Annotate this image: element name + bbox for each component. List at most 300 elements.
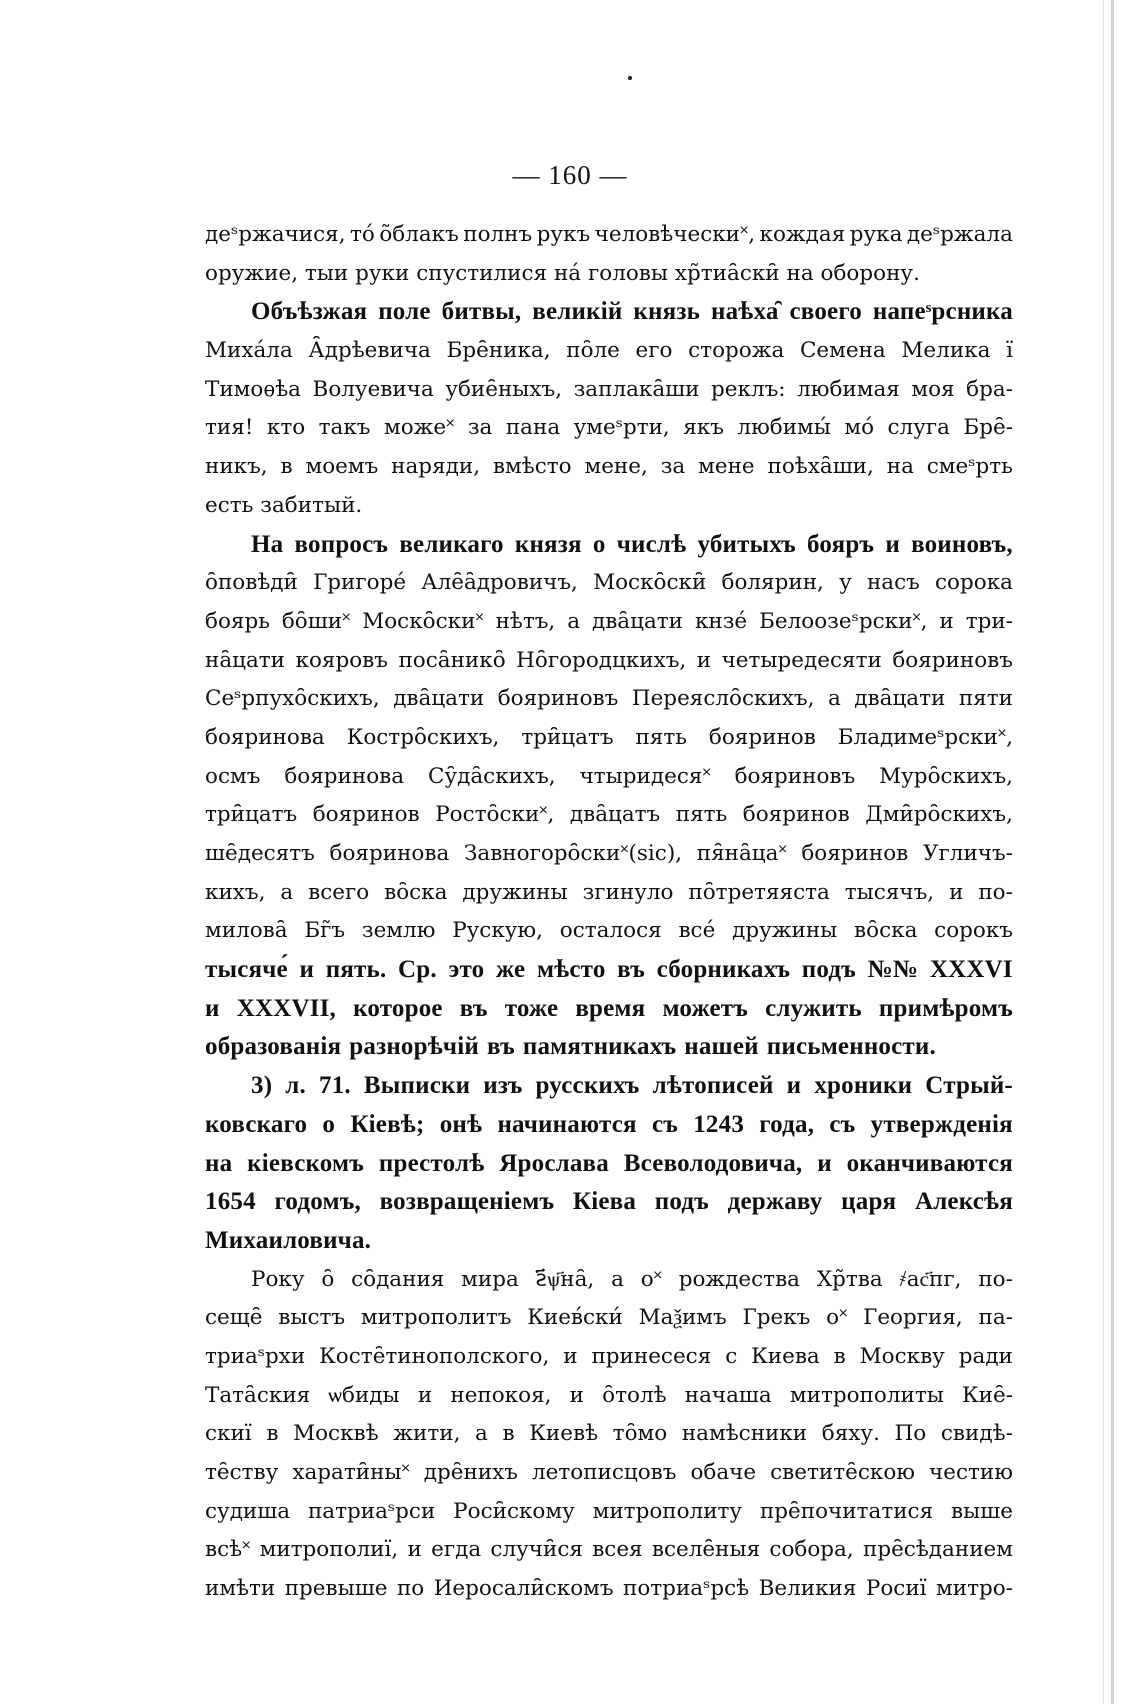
- word: па-: [978, 1305, 1013, 1331]
- word: хр̃тиа̑ски̑: [674, 260, 780, 286]
- word: во̑ска: [384, 879, 448, 905]
- word: жити,: [393, 1421, 461, 1447]
- word: по-: [978, 879, 1013, 905]
- word: напеˢрсника: [872, 298, 1013, 326]
- word: на́: [553, 260, 582, 286]
- word: Су̑да̑скихъ,: [428, 763, 556, 789]
- word: любимы́: [737, 415, 831, 441]
- word: полнъ: [463, 222, 533, 247]
- word: служить: [765, 994, 862, 1022]
- word: за: [467, 415, 493, 441]
- word: бояриновъ: [497, 686, 619, 712]
- word: бяху.: [821, 1421, 880, 1447]
- word: примѣромъ: [878, 994, 1013, 1022]
- word: Великия: [758, 1576, 857, 1602]
- word: митрополитъ: [360, 1305, 512, 1331]
- word: ꙅ҃ѱ҃на̑,: [535, 1266, 595, 1292]
- word: имѣти: [205, 1576, 276, 1602]
- word: деˢржала: [906, 222, 1013, 247]
- word: Муро̑скихъ,: [879, 763, 1013, 789]
- word: числѣ: [616, 530, 687, 558]
- word: Дми̑ро̑скихъ,: [865, 802, 1013, 828]
- word: и: [817, 1149, 832, 1177]
- text-line: [205, 409, 1013, 448]
- word: ковскаго: [205, 1110, 308, 1138]
- word: четыредесяти: [721, 647, 882, 673]
- word: Рускую,: [452, 918, 543, 944]
- word: Но̑городцкихъ,: [516, 647, 687, 673]
- word: болярин,: [721, 570, 824, 596]
- word: в: [266, 1421, 279, 1447]
- word: изъ: [483, 1072, 523, 1100]
- word: наряди,: [391, 454, 481, 480]
- word: бояринова: [329, 841, 450, 866]
- word: харати̑ны˟: [292, 1460, 410, 1485]
- word: нѣтъ,: [495, 608, 556, 634]
- word: непокоя,: [450, 1382, 552, 1408]
- word: сторожа: [688, 338, 785, 364]
- text-line: [205, 526, 1013, 565]
- word: любимая: [797, 376, 900, 402]
- word: тысячъ,: [844, 879, 935, 905]
- word: на: [205, 1149, 233, 1177]
- word: памятникахъ: [522, 1033, 677, 1061]
- word: мо́: [844, 415, 875, 441]
- word: начинаются: [497, 1110, 637, 1138]
- word: ҂ас҃пг,: [899, 1266, 962, 1292]
- word: №№: [867, 956, 919, 984]
- word: хроники: [814, 1072, 913, 1100]
- word: Выписки: [363, 1072, 471, 1100]
- word: князя: [514, 530, 582, 558]
- word: въ: [617, 956, 646, 984]
- word: царя: [841, 1188, 897, 1216]
- word: слуга: [887, 415, 950, 441]
- word: осмъ: [205, 763, 261, 789]
- word: Киева: [751, 1343, 820, 1369]
- word: о̑повѣди̑: [205, 570, 298, 596]
- word: и: [205, 994, 220, 1022]
- word: те̑ству: [205, 1460, 279, 1485]
- word: престолѣ: [378, 1149, 485, 1177]
- word: Переясло̑скихъ,: [631, 686, 815, 712]
- word: никъ,: [205, 454, 268, 480]
- word: егда: [431, 1537, 482, 1563]
- text-line: [205, 1570, 1013, 1609]
- word: вопросъ: [294, 530, 389, 558]
- text-line: [205, 1222, 1013, 1261]
- word: Бладимеˢрски˟,: [837, 724, 1013, 750]
- word: Стрый-: [925, 1072, 1013, 1100]
- word: Иеросали̑скомъ: [433, 1576, 614, 1602]
- word: у: [839, 570, 852, 596]
- text-line: [205, 1067, 1013, 1106]
- word: Грекъ: [742, 1305, 811, 1331]
- word: моемъ: [305, 454, 379, 480]
- word: Бре̑-: [963, 415, 1013, 441]
- word: воиновъ,: [911, 530, 1013, 558]
- word: рождества: [678, 1266, 800, 1292]
- text-line: [205, 487, 1013, 526]
- word: патриаˢрси: [307, 1498, 436, 1524]
- text-line: [205, 216, 1013, 255]
- word: въ: [459, 994, 488, 1022]
- word: мене,: [584, 454, 648, 480]
- word: всея: [592, 1537, 643, 1563]
- word: Мелика: [901, 338, 991, 364]
- text-line: [205, 796, 1013, 835]
- text-line: [205, 1338, 1013, 1377]
- word: о: [592, 530, 606, 558]
- word: кнзе́: [694, 608, 748, 634]
- word: и: [939, 608, 954, 634]
- word: и: [949, 879, 964, 905]
- text-line: [205, 1493, 1013, 1532]
- word: своего: [789, 298, 862, 326]
- word: и: [299, 956, 315, 984]
- word: есть: [205, 492, 254, 518]
- word: оборону.: [820, 260, 920, 286]
- word: на: [786, 260, 814, 286]
- word: то́: [350, 222, 375, 247]
- word: великій: [532, 298, 623, 326]
- word: на: [886, 454, 914, 480]
- word: руки: [355, 260, 410, 286]
- word: реклъ:: [711, 376, 786, 402]
- text-line: [205, 255, 1013, 294]
- word: бояринов: [801, 841, 909, 866]
- word: в: [833, 1343, 846, 1369]
- word: всѣ˟: [205, 1537, 251, 1563]
- word: наѣха̑: [710, 298, 779, 326]
- word: о̃блакъ: [379, 222, 459, 247]
- text-line: [205, 642, 1013, 681]
- word: по: [396, 1576, 425, 1602]
- word: Киев́ски́: [527, 1305, 623, 1331]
- word: судиша: [205, 1498, 291, 1524]
- word: утвержденія: [870, 1110, 1013, 1138]
- text-line: [205, 603, 1013, 642]
- word: всего: [308, 879, 370, 905]
- word: 1243: [693, 1110, 745, 1138]
- word: бояринов: [742, 802, 850, 828]
- word: Моско̑ски̑: [593, 570, 707, 596]
- word: нашей: [684, 1033, 759, 1061]
- word: годомъ,: [274, 1188, 361, 1216]
- word: тия!: [205, 415, 254, 441]
- word: сборникахъ: [656, 956, 791, 984]
- word: о: [322, 1110, 336, 1138]
- word: съ: [651, 1110, 679, 1138]
- word: поѣха̑ши,: [767, 454, 874, 480]
- word: въ: [486, 1033, 515, 1061]
- word: ї: [1006, 338, 1013, 364]
- word: в: [280, 454, 293, 480]
- word: дружины: [732, 918, 838, 944]
- page-edge-shadow: [1111, 0, 1114, 1704]
- word: 1654: [205, 1188, 256, 1216]
- word: митрополиї,: [259, 1537, 399, 1563]
- word: мене: [698, 454, 755, 480]
- word: пана: [505, 415, 561, 441]
- word: Роси̑скому: [453, 1498, 575, 1524]
- word: бояринов: [312, 802, 420, 828]
- word: три-: [965, 608, 1013, 634]
- word: летописцовъ: [531, 1460, 677, 1485]
- word: случи̑ся: [490, 1537, 583, 1563]
- word: головы: [587, 260, 669, 286]
- page-number: — 160 —: [512, 160, 628, 190]
- word: о̑толѣ: [602, 1382, 667, 1408]
- word: и: [417, 1382, 433, 1408]
- word: кто: [266, 415, 306, 441]
- word: Тимоѳѣа: [205, 376, 301, 402]
- word: бояръ: [807, 530, 875, 558]
- word: Кіева: [572, 1188, 637, 1216]
- word: поле: [378, 298, 431, 326]
- word: Завногоро̑ски˟(sic),: [463, 841, 683, 866]
- word: светите̑скою: [770, 1460, 915, 1485]
- word: и: [407, 1537, 422, 1563]
- word: пять: [675, 802, 728, 828]
- word: возвращеніемъ: [379, 1188, 555, 1216]
- word: Ярослава: [499, 1149, 609, 1177]
- word: Москвѣ: [293, 1421, 379, 1447]
- word: згинуло: [582, 879, 674, 905]
- word: честию: [929, 1460, 1013, 1485]
- word: по̑ле: [566, 338, 620, 364]
- text-line: [205, 1183, 1013, 1222]
- word: бояринова: [284, 763, 405, 789]
- page-edge-line: [1103, 0, 1104, 1704]
- word: его: [635, 338, 673, 364]
- text-line: [205, 951, 1013, 990]
- word: заплака̑ши: [573, 376, 700, 402]
- word: разнорѣчій: [349, 1033, 479, 1061]
- word: принесеся: [591, 1343, 712, 1369]
- print-speck: [628, 76, 632, 80]
- word: все́: [678, 918, 716, 944]
- word: ѡбиды: [328, 1382, 400, 1408]
- word: бра-: [966, 376, 1013, 402]
- word: Угличъ-: [922, 841, 1013, 866]
- word: свидѣ-: [940, 1421, 1013, 1447]
- word: великаго: [399, 530, 504, 558]
- word: тысяче́: [205, 956, 288, 984]
- word: о̑: [321, 1266, 335, 1292]
- word: Михаиловича.: [205, 1226, 372, 1254]
- word: пре̑сѣданием: [862, 1537, 1013, 1563]
- word: митрополиту: [592, 1498, 743, 1524]
- word: Моско̑ски˟: [362, 608, 484, 634]
- word: три̑цатъ: [205, 802, 298, 828]
- text-line: [205, 293, 1013, 332]
- word: обаче: [690, 1460, 757, 1485]
- word: которое: [353, 994, 443, 1022]
- word: года,: [759, 1110, 815, 1138]
- word: дружины: [462, 879, 568, 905]
- word: вмѣсто: [492, 454, 572, 480]
- word: и: [696, 647, 712, 673]
- word: спустилися: [416, 260, 548, 286]
- text-line: [205, 874, 1013, 913]
- word: превыше: [284, 1576, 388, 1602]
- word: Кие̑-: [962, 1382, 1013, 1408]
- word: а: [567, 608, 581, 634]
- word: Тата̑ския: [205, 1382, 311, 1408]
- word: XXXVI: [929, 956, 1013, 984]
- word: забитый.: [260, 492, 363, 518]
- word: Киевѣ: [529, 1421, 599, 1447]
- word: пре̑почитатися: [759, 1498, 934, 1524]
- word: Григоре́: [313, 570, 407, 596]
- word: Бг̃ъ: [304, 918, 346, 944]
- word: русскихъ: [535, 1072, 640, 1100]
- text-line: [205, 758, 1013, 797]
- word: два̑цати: [591, 608, 683, 634]
- word: Косте̑тинополского,: [319, 1343, 550, 1369]
- word: со̑дания: [351, 1266, 445, 1292]
- word: пять: [635, 724, 687, 750]
- word: два̑цатъ: [569, 802, 661, 828]
- word: вселе̑ныя: [651, 1537, 761, 1563]
- word: письменности.: [766, 1033, 936, 1061]
- word: митро-: [936, 1576, 1013, 1602]
- word: Белоозеˢрски˟,: [759, 608, 928, 634]
- word: за: [660, 454, 686, 480]
- word: митрополиты: [789, 1382, 944, 1408]
- word: и: [885, 530, 900, 558]
- word: о˟: [640, 1266, 662, 1292]
- word: такъ: [318, 415, 371, 441]
- word: лѣтописей: [652, 1072, 774, 1100]
- text-line: [205, 1415, 1013, 1454]
- word: пяти: [958, 686, 1013, 712]
- word: по-: [978, 1266, 1013, 1292]
- word: убие̑ныхъ,: [445, 376, 563, 402]
- word: тыи: [304, 260, 349, 286]
- text-line: [205, 1299, 1013, 1338]
- word: тоже: [504, 994, 559, 1022]
- word: ше̑десятъ: [205, 841, 315, 866]
- word: рука: [849, 222, 903, 247]
- word: Волуевича: [312, 376, 434, 402]
- text-line: [205, 371, 1013, 410]
- word: бояринова: [205, 724, 325, 750]
- word: начаша: [684, 1382, 772, 1408]
- word: два̑цати: [854, 686, 946, 712]
- word: битвы,: [441, 298, 522, 326]
- text-line: [205, 990, 1013, 1029]
- word: милова̑: [205, 918, 288, 944]
- word: бояриновъ: [734, 763, 856, 789]
- word: смеˢрть: [926, 454, 1013, 480]
- text-line: [205, 1261, 1013, 1300]
- word: Объѣзжая: [251, 298, 368, 326]
- word: а: [611, 1266, 624, 1292]
- word: князь: [633, 298, 701, 326]
- word: ради: [958, 1343, 1013, 1369]
- text-line: [205, 448, 1013, 487]
- word: намѣсники: [681, 1421, 808, 1447]
- word: осталося: [559, 918, 662, 944]
- word: А̑дрѣевича: [308, 338, 431, 364]
- word: сорока: [935, 570, 1013, 596]
- text-line: [205, 1145, 1013, 1184]
- word: потриаˢрсѣ: [623, 1576, 750, 1602]
- word: убитыхъ: [697, 530, 796, 558]
- word: выстъ: [278, 1305, 346, 1331]
- word: чтыридеся˟: [579, 763, 711, 789]
- word: мира: [461, 1266, 519, 1292]
- word: Хр̃тва: [816, 1266, 883, 1292]
- word: 3): [251, 1072, 273, 1100]
- word: Алексѣя: [914, 1188, 1013, 1216]
- word: бояринов: [708, 724, 816, 750]
- word: и: [563, 1343, 578, 1369]
- word: Року: [251, 1266, 305, 1292]
- word: 71.: [319, 1072, 351, 1100]
- word: собора,: [769, 1537, 854, 1563]
- word: триаˢрхи: [205, 1343, 306, 1369]
- word: насъ: [866, 570, 920, 596]
- word: выше: [951, 1498, 1013, 1524]
- word: а: [475, 1421, 488, 1447]
- word: время: [575, 994, 646, 1022]
- word: бояриновъ: [892, 647, 1013, 673]
- word: Але̑а̑дровичъ,: [421, 570, 578, 596]
- word: По: [894, 1421, 927, 1447]
- word: человѣчески˟,: [594, 222, 756, 247]
- word: и: [786, 1072, 802, 1100]
- word: во̑ска: [854, 918, 918, 944]
- text-line: [205, 1531, 1013, 1570]
- word: Маѯимъ: [638, 1305, 727, 1331]
- word: то̑мо: [612, 1421, 668, 1447]
- word: два̑цати: [393, 686, 485, 712]
- word: Кіевѣ;: [350, 1110, 425, 1138]
- word: о˟: [826, 1305, 848, 1331]
- word: подъ: [654, 1188, 709, 1216]
- word: рукъ: [536, 222, 591, 247]
- word: по̑третяяста: [688, 879, 830, 905]
- text-line: [205, 1454, 1013, 1493]
- word: Росто̑ски˟,: [435, 802, 555, 828]
- text-line: [205, 835, 1013, 874]
- word: бо̑ши˟: [281, 608, 351, 634]
- word: кихъ,: [205, 879, 266, 905]
- word: Всеволодовича,: [623, 1149, 803, 1177]
- word: може˟: [383, 415, 455, 441]
- word: кождая: [759, 222, 846, 247]
- word: Москву: [859, 1343, 945, 1369]
- text-line: [205, 1106, 1013, 1145]
- word: Георгия,: [863, 1305, 963, 1331]
- word: л.: [285, 1072, 306, 1100]
- word: оружие,: [205, 260, 299, 286]
- word: моя: [911, 376, 955, 402]
- word: и: [569, 1382, 584, 1408]
- word: подъ: [801, 956, 856, 984]
- body-text: [205, 216, 1013, 1609]
- text-line: [205, 1028, 1013, 1067]
- text-line: [205, 680, 1013, 719]
- word: в: [502, 1421, 515, 1447]
- word: съ: [829, 1110, 856, 1138]
- word: на̑цати: [205, 647, 286, 673]
- word: оканчиваются: [846, 1149, 1013, 1177]
- word: кояровъ: [295, 647, 388, 673]
